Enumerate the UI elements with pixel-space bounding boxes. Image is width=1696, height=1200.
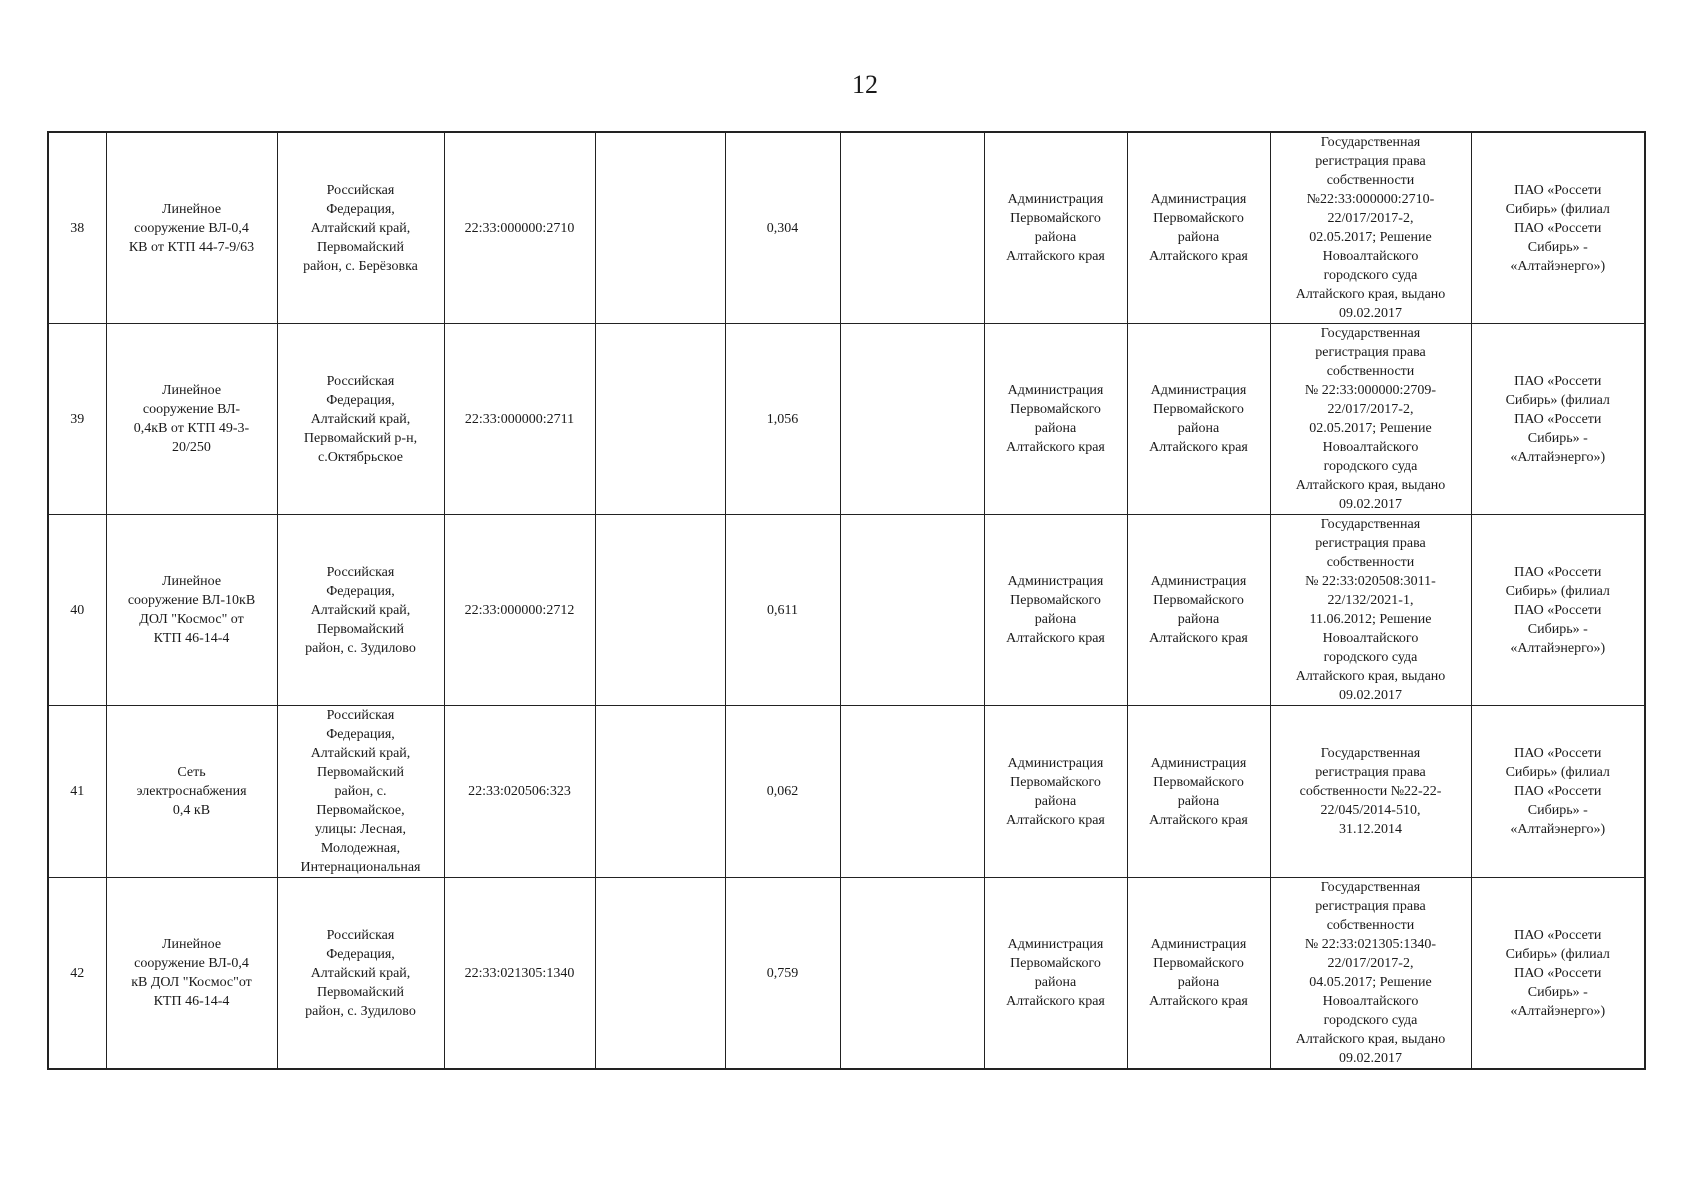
- balance-holder-cell: Администрация Первомайского района Алтайского края: [1127, 706, 1270, 878]
- cadastral-number-cell: 22:33:020506:323: [444, 706, 595, 878]
- empty-cell: [840, 132, 984, 324]
- balance-holder-cell: Администрация Первомайского района Алтайского края: [1127, 324, 1270, 515]
- property-table: [47, 131, 1646, 1070]
- address-cell: Российская Федерация, Алтайский край, Первомайский р-н, с.Октябрьское: [277, 324, 444, 515]
- rights-holder-cell: Администрация Первомайского района Алтайского края: [984, 132, 1127, 324]
- object-name-cell: Сеть электроснабжения 0,4 кВ: [106, 706, 277, 878]
- cadastral-number-cell: 22:33:000000:2712: [444, 515, 595, 706]
- balance-holder-cell: Администрация Первомайского района Алтайского края: [1127, 515, 1270, 706]
- recipient-cell: ПАО «Россети Сибирь» (филиал ПАО «Россети Сибирь» - «Алтайэнерго»): [1471, 324, 1645, 515]
- table-row: [48, 515, 1645, 706]
- object-name-cell: Линейное сооружение ВЛ-0,4 кВ ДОЛ "Космос"от КТП 46-14-4: [106, 878, 277, 1070]
- address-cell: Российская Федерация, Алтайский край, Первомайский район, с. Берёзовка: [277, 132, 444, 324]
- empty-cell: [840, 515, 984, 706]
- registration-basis-cell: Государственная регистрация права собственности № 22:33:021305:1340- 22/017/2017-2, 04.05.2017; Решение Новоалтайского городского суда Алтайского края, выдано 09.02.2017: [1270, 878, 1471, 1070]
- empty-cell: [595, 706, 725, 878]
- length-cell: 0,759: [725, 878, 840, 1070]
- cadastral-number-cell: 22:33:000000:2710: [444, 132, 595, 324]
- length-cell: 1,056: [725, 324, 840, 515]
- row-number-cell: 41: [48, 706, 106, 878]
- empty-cell: [840, 706, 984, 878]
- row-number-cell: 40: [48, 515, 106, 706]
- page-number: 12: [852, 70, 878, 99]
- row-number-cell: 38: [48, 132, 106, 324]
- empty-cell: [595, 132, 725, 324]
- balance-holder-cell: Администрация Первомайского района Алтайского края: [1127, 878, 1270, 1070]
- table-row: [48, 878, 1645, 1070]
- registration-basis-cell: Государственная регистрация права собственности №22:33:000000:2710- 22/017/2017-2, 02.05.2017; Решение Новоалтайского городского суда Алтайского края, выдано 09.02.2017: [1270, 132, 1471, 324]
- registration-basis-cell: Государственная регистрация права собственности №22-22- 22/045/2014-510, 31.12.2014: [1270, 706, 1471, 878]
- length-cell: 0,062: [725, 706, 840, 878]
- recipient-cell: ПАО «Россети Сибирь» (филиал ПАО «Россети Сибирь» - «Алтайэнерго»): [1471, 878, 1645, 1070]
- rights-holder-cell: Администрация Первомайского района Алтайского края: [984, 515, 1127, 706]
- registration-basis-cell: Государственная регистрация права собственности № 22:33:000000:2709- 22/017/2017-2, 02.05.2017; Решение Новоалтайского городского суда Алтайского края, выдано 09.02.2017: [1270, 324, 1471, 515]
- rights-holder-cell: Администрация Первомайского района Алтайского края: [984, 878, 1127, 1070]
- balance-holder-cell: Администрация Первомайского района Алтайского края: [1127, 132, 1270, 324]
- address-cell: Российская Федерация, Алтайский край, Первомайский район, с. Зудилово: [277, 878, 444, 1070]
- row-number-cell: 39: [48, 324, 106, 515]
- empty-cell: [840, 324, 984, 515]
- rights-holder-cell: Администрация Первомайского района Алтайского края: [984, 324, 1127, 515]
- object-name-cell: Линейное сооружение ВЛ- 0,4кВ от КТП 49-3- 20/250: [106, 324, 277, 515]
- object-name-cell: Линейное сооружение ВЛ-0,4 КВ от КТП 44-7-9/63: [106, 132, 277, 324]
- table-row: [48, 324, 1645, 515]
- recipient-cell: ПАО «Россети Сибирь» (филиал ПАО «Россети Сибирь» - «Алтайэнерго»): [1471, 706, 1645, 878]
- rights-holder-cell: Администрация Первомайского района Алтайского края: [984, 706, 1127, 878]
- address-cell: Российская Федерация, Алтайский край, Первомайский район, с. Первомайское, улицы: Лесная, Молодежная, Интернациональная: [277, 706, 444, 878]
- empty-cell: [595, 515, 725, 706]
- cadastral-number-cell: 22:33:000000:2711: [444, 324, 595, 515]
- empty-cell: [595, 878, 725, 1070]
- empty-cell: [840, 878, 984, 1070]
- recipient-cell: ПАО «Россети Сибирь» (филиал ПАО «Россети Сибирь» - «Алтайэнерго»): [1471, 132, 1645, 324]
- recipient-cell: ПАО «Россети Сибирь» (филиал ПАО «Россети Сибирь» - «Алтайэнерго»): [1471, 515, 1645, 706]
- empty-cell: [595, 324, 725, 515]
- registration-basis-cell: Государственная регистрация права собственности № 22:33:020508:3011- 22/132/2021-1, 11.06.2012; Решение Новоалтайского городского суда Алтайского края, выдано 09.02.2017: [1270, 515, 1471, 706]
- table-row: [48, 132, 1645, 324]
- row-number-cell: 42: [48, 878, 106, 1070]
- length-cell: 0,304: [725, 132, 840, 324]
- table-row: [48, 706, 1645, 878]
- cadastral-number-cell: 22:33:021305:1340: [444, 878, 595, 1070]
- object-name-cell: Линейное сооружение ВЛ-10кВ ДОЛ "Космос" от КТП 46-14-4: [106, 515, 277, 706]
- address-cell: Российская Федерация, Алтайский край, Первомайский район, с. Зудилово: [277, 515, 444, 706]
- length-cell: 0,611: [725, 515, 840, 706]
